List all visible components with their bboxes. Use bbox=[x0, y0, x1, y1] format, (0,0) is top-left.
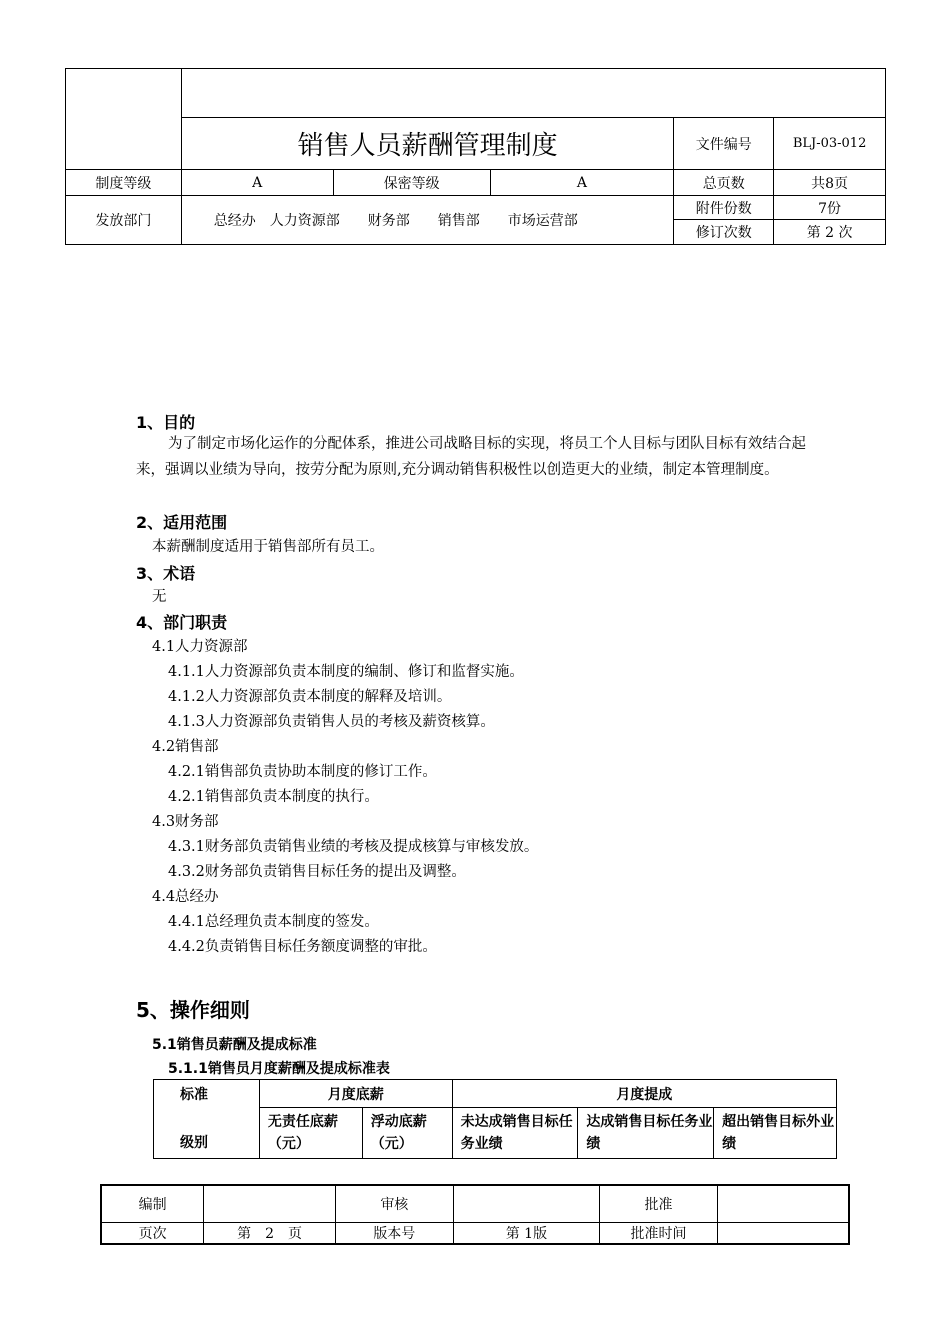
salary-standard-table bbox=[153, 1079, 837, 1159]
section-1-title: 1、目的 bbox=[136, 413, 196, 432]
above-target-header: 超出销售目标外业绩 bbox=[714, 1108, 837, 1159]
section-4-2-1b: 4.2.1销售部负责本制度的执行。 bbox=[168, 789, 379, 805]
approve-label: 批准 bbox=[600, 1185, 718, 1222]
grade-header: 级别 bbox=[154, 1108, 260, 1159]
document-title: 销售人员薪酬管理制度 bbox=[181, 118, 674, 170]
revision-label: 修订次数 bbox=[674, 220, 774, 245]
section-4-1: 4.1人力资源部 bbox=[152, 639, 248, 655]
attach-label: 附件份数 bbox=[674, 196, 774, 220]
section-4-3-2: 4.3.2财务部负责销售目标任务的提出及调整。 bbox=[168, 864, 466, 880]
section-4-1-3: 4.1.3人力资源部负责销售人员的考核及薪资核算。 bbox=[168, 714, 495, 730]
approve-time-value bbox=[717, 1222, 849, 1244]
base-salary-header: 月度底薪 bbox=[259, 1080, 452, 1108]
section-4-1-1: 4.1.1人力资源部负责本制度的编制、修订和监督实施。 bbox=[168, 664, 524, 680]
dept-label: 发放部门 bbox=[66, 196, 182, 245]
doc-no-value: BLJ-03-012 bbox=[774, 118, 886, 170]
section-1-text: 为了制定市场化运作的分配体系，推进公司战略目标的实现，将员工个人目标与团队目标有效结合起来，强调以业绩为导向，按劳分配为原则,充分调动销售积极性以创造更大的业绩，制定本管理制度。 bbox=[136, 436, 806, 478]
dept-list: 总经办 人力资源部 财务部 销售部 市场运营部 bbox=[181, 196, 674, 245]
fixed-base-header: 无责任底薪（元） bbox=[259, 1108, 362, 1159]
section-4-4: 4.4总经办 bbox=[152, 889, 219, 905]
secrecy-label: 保密等级 bbox=[333, 170, 490, 196]
section-4-2-1: 4.2.1销售部负责协助本制度的修订工作。 bbox=[168, 764, 437, 780]
floating-base-header: 浮动底薪（元） bbox=[362, 1108, 452, 1159]
section-3-text: 无 bbox=[152, 589, 167, 605]
editor-label: 编制 bbox=[101, 1185, 204, 1222]
section-5-title: 5、操作细则 bbox=[136, 998, 250, 1022]
version-value: 第 1版 bbox=[453, 1222, 600, 1244]
section-4-4-2: 4.4.2负责销售目标任务额度调整的审批。 bbox=[168, 939, 437, 955]
header-blank-cell bbox=[181, 69, 885, 118]
section-4-1-2: 4.1.2人力资源部负责本制度的解释及培训。 bbox=[168, 689, 452, 705]
total-pages-label: 总页数 bbox=[674, 170, 774, 196]
commission-header: 月度提成 bbox=[452, 1080, 836, 1108]
revision-value: 第 2 次 bbox=[774, 220, 886, 245]
section-2-text: 本薪酬制度适用于销售部所有员工。 bbox=[152, 539, 384, 555]
section-4-3: 4.3财务部 bbox=[152, 814, 219, 830]
doc-no-label: 文件编号 bbox=[674, 118, 774, 170]
target-reached-header: 达成销售目标任务业绩 bbox=[578, 1108, 714, 1159]
level-value: A bbox=[181, 170, 333, 196]
approve-value bbox=[717, 1185, 849, 1222]
logo-cell bbox=[66, 69, 182, 170]
approval-footer-table bbox=[100, 1184, 850, 1245]
below-target-header: 未达成销售目标任务业绩 bbox=[452, 1108, 578, 1159]
section-5-1-1: 5.1.1销售员月度薪酬及提成标准表 bbox=[168, 1061, 390, 1077]
approve-time-label: 批准时间 bbox=[600, 1222, 718, 1244]
total-pages-value: 共8页 bbox=[774, 170, 886, 196]
section-4-title: 4、部门职责 bbox=[136, 613, 228, 632]
review-label: 审核 bbox=[335, 1185, 453, 1222]
section-4-3-1: 4.3.1财务部负责销售业绩的考核及提成核算与审核发放。 bbox=[168, 839, 539, 855]
section-2-title: 2、适用范围 bbox=[136, 513, 228, 532]
page-label: 页次 bbox=[101, 1222, 204, 1244]
section-3-title: 3、术语 bbox=[136, 564, 196, 583]
std-header: 标准 bbox=[154, 1080, 260, 1108]
secrecy-value: A bbox=[490, 170, 674, 196]
editor-value bbox=[204, 1185, 336, 1222]
page-value: 第 2 页 bbox=[204, 1222, 336, 1244]
section-5-1: 5.1销售员薪酬及提成标准 bbox=[152, 1037, 317, 1053]
section-4-4-1: 4.4.1总经理负责本制度的签发。 bbox=[168, 914, 379, 930]
review-value bbox=[453, 1185, 600, 1222]
level-label: 制度等级 bbox=[66, 170, 182, 196]
version-label: 版本号 bbox=[335, 1222, 453, 1244]
section-4-2: 4.2销售部 bbox=[152, 739, 219, 755]
document-header-table bbox=[65, 68, 886, 245]
attach-value: 7份 bbox=[774, 196, 886, 220]
